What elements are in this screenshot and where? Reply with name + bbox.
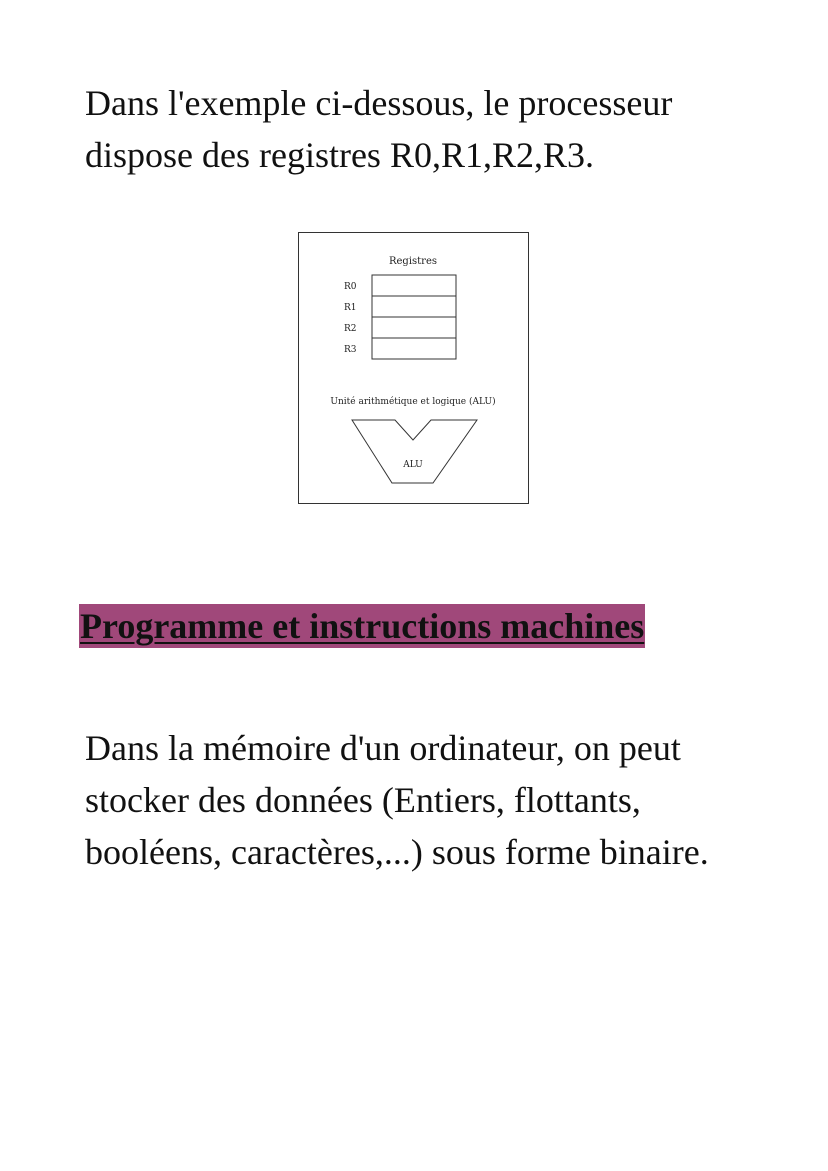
register-cell xyxy=(372,317,456,338)
register-label-r0: R0 xyxy=(344,282,357,292)
alu-shape xyxy=(352,420,477,483)
register-cell xyxy=(372,296,456,317)
processor-diagram xyxy=(298,232,529,504)
registers-title: Registres xyxy=(388,256,438,267)
register-label-r3: R3 xyxy=(344,345,357,355)
register-label-r1: R1 xyxy=(344,303,357,313)
intro-paragraph: Dans l'exemple ci-dessous, le processeur dispose des registres R0,R1,R2,R3. xyxy=(85,83,673,175)
register-label-r2: R2 xyxy=(344,324,357,334)
processor-diagram-svg xyxy=(299,233,528,503)
register-cell xyxy=(372,338,456,359)
alu-label: ALU xyxy=(403,460,423,470)
register-bank xyxy=(372,275,456,359)
alu-caption: Unité arithmétique et logique (ALU) xyxy=(330,397,496,407)
section-heading: Programme et instructions machines xyxy=(80,606,645,646)
register-cell xyxy=(372,275,456,296)
body-paragraph: Dans la mémoire d'un ordinateur, on peut stocker des données (Entiers, flottants, booléens, caractères,...) sous forme binaire. xyxy=(85,728,709,872)
